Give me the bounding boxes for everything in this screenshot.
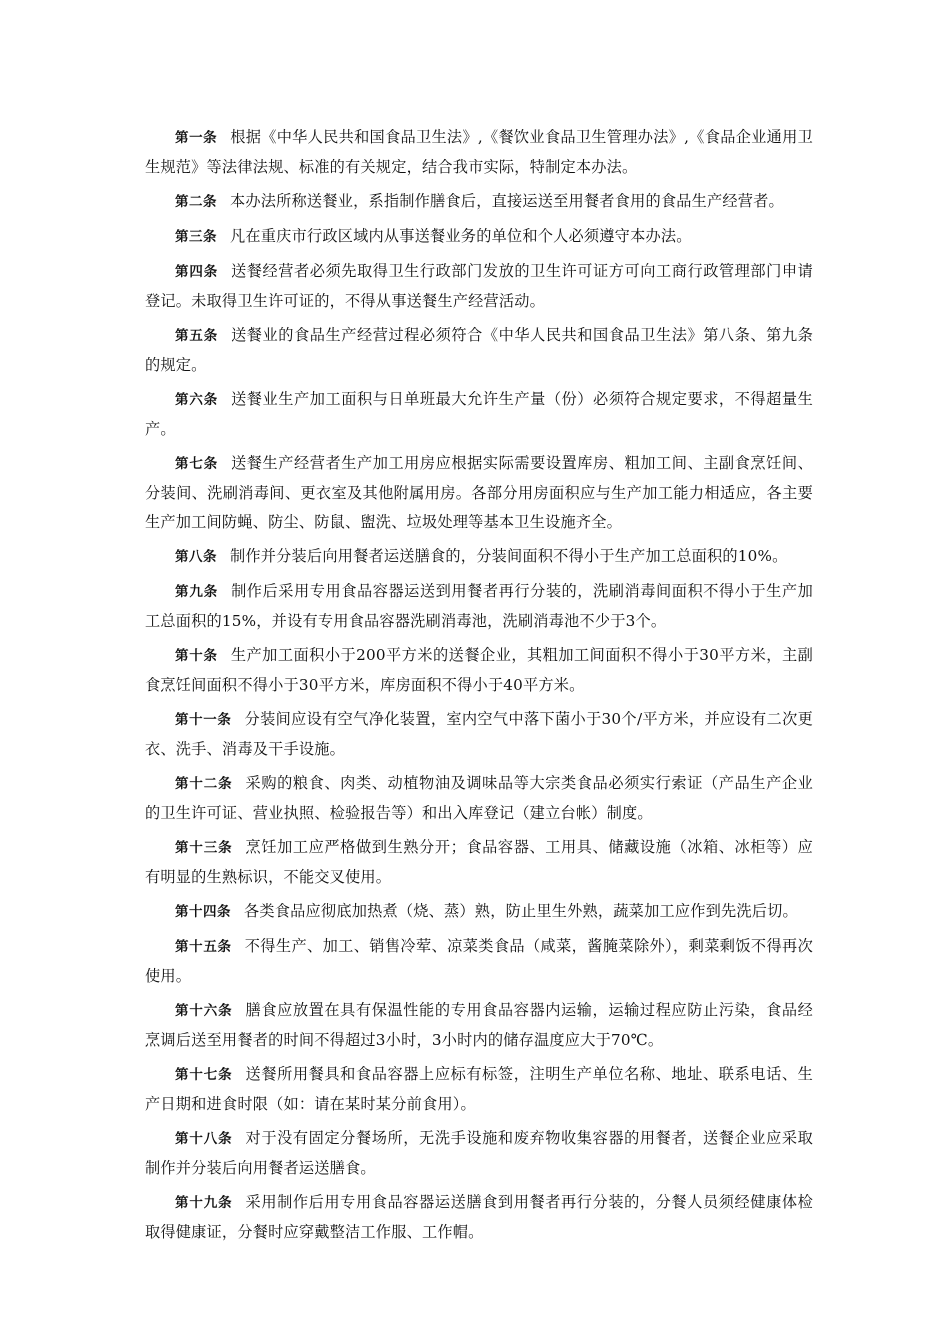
- article-2: [145, 187, 813, 217]
- article-text: 送餐经营者必须先取得卫生行政部门发放的卫生许可证方可向工商行政管理部门申请登记。未取得卫生许可证的，不得从事送餐生产经营活动。: [145, 262, 814, 310]
- article-text: 根据《中华人民共和国食品卫生法》,《餐饮业食品卫生管理办法》,《食品企业通用卫生规范》等法律法规、标准的有关规定，结合我市实际，特制定本办法。: [145, 128, 813, 176]
- article-text: 采用制作后用专用食品容器运送膳食到用餐者再行分装的，分餐人员须经健康体检取得健康证，分餐时应穿戴整洁工作服、工作帽。: [145, 1193, 814, 1241]
- article-label: 第一条: [175, 130, 218, 146]
- article-12: [145, 769, 813, 828]
- article-label: 第十四条: [175, 904, 231, 920]
- document-page: [145, 123, 813, 1252]
- article-text: 对于没有固定分餐场所，无洗手设施和废弃物收集容器的用餐者，送餐企业应采取制作并分装后向用餐者运送膳食。: [145, 1129, 814, 1177]
- article-1: [145, 123, 813, 182]
- article-label: 第十三条: [175, 840, 233, 856]
- article-11: [145, 705, 813, 764]
- article-text: 生产加工面积小于200平方米的送餐企业，其粗加工间面积不得小于30平方米，主副食烹饪间面积不得小于30平方米，库房面积不得小于40平方米。: [145, 646, 814, 694]
- article-text: 采购的粮食、肉类、动植物油及调味品等大宗类食品必须实行索证（产品生产企业的卫生许可证、营业执照、检验报告等）和出入库登记（建立台帐）制度。: [145, 774, 814, 822]
- article-label: 第十六条: [175, 1003, 233, 1019]
- article-18: [145, 1124, 813, 1183]
- article-6: [145, 385, 813, 444]
- article-text: 烹饪加工应严格做到生熟分开；食品容器、工用具、储藏设施（冰箱、冰柜等）应有明显的生熟标识，不能交叉使用。: [145, 838, 814, 886]
- article-10: [145, 641, 813, 700]
- article-label: 第十条: [175, 648, 218, 664]
- article-label: 第十五条: [175, 939, 232, 955]
- article-label: 第九条: [175, 584, 219, 600]
- article-16: [145, 996, 813, 1055]
- article-text: 各类食品应彻底加热煮（烧、蒸）熟，防止里生外熟，蔬菜加工应作到先洗后切。: [244, 902, 798, 920]
- article-7: [145, 449, 813, 537]
- article-label: 第二条: [175, 194, 217, 210]
- article-text: 本办法所称送餐业，系指制作膳食后，直接运送至用餐者食用的食品生产经营者。: [230, 192, 784, 210]
- article-label: 第六条: [175, 392, 219, 408]
- article-text: 送餐所用餐具和食品容器上应标有标签，注明生产单位名称、地址、联系电话、生产日期和进食时限（如：请在某时某分前食用）。: [145, 1065, 814, 1113]
- article-text: 送餐生产经营者生产加工用房应根据实际需要设置库房、粗加工间、主副食烹饪间、分装间、洗刷消毒间、更衣室及其他附属用房。各部分用房面积应与生产加工能力相适应，各主要生产加工间防蝇、防尘、防鼠、盥洗、垃圾处理等基本卫生设施齐全。: [145, 454, 814, 531]
- article-label: 第八条: [175, 549, 217, 565]
- article-text: 不得生产、加工、销售冷荤、凉菜类食品（咸菜，酱腌菜除外），剩菜剩饭不得再次使用。: [145, 937, 813, 985]
- article-text: 制作并分装后向用餐者运送膳食的，分装间面积不得小于生产加工总面积的10%。: [230, 547, 788, 565]
- article-text: 分装间应设有空气净化装置，室内空气中落下菌小于30个/平方米，并应设有二次更衣、洗手、消毒及干手设施。: [145, 710, 814, 758]
- article-label: 第十二条: [175, 776, 233, 792]
- article-9: [145, 577, 813, 636]
- article-label: 第五条: [175, 328, 219, 344]
- article-4: [145, 257, 813, 316]
- article-14: [145, 897, 813, 927]
- article-17: [145, 1060, 813, 1119]
- article-text: 制作后采用专用食品容器运送到用餐者再行分装的，洗刷消毒间面积不得小于生产加工总面积的15%，并设有专用食品容器洗刷消毒池，洗刷消毒池不少于3个。: [145, 582, 814, 630]
- article-label: 第七条: [175, 456, 219, 472]
- article-19: [145, 1188, 813, 1247]
- article-5: [145, 321, 813, 380]
- article-label: 第十八条: [175, 1131, 233, 1147]
- article-15: [145, 932, 813, 991]
- article-label: 第十九条: [175, 1195, 233, 1211]
- article-8: [145, 542, 813, 572]
- article-text: 膳食应放置在具有保温性能的专用食品容器内运输，运输过程应防止污染，食品经烹调后送至用餐者的时间不得超过3小时，3小时内的储存温度应大于70℃。: [145, 1001, 814, 1049]
- article-label: 第四条: [175, 264, 219, 280]
- article-text: 送餐业生产加工面积与日单班最大允许生产量（份）必须符合规定要求，不得超量生产。: [145, 390, 814, 438]
- article-3: [145, 222, 813, 252]
- article-label: 第十七条: [175, 1067, 233, 1083]
- article-13: [145, 833, 813, 892]
- article-text: 凡在重庆市行政区域内从事送餐业务的单位和个人必须遵守本办法。: [230, 227, 692, 245]
- article-label: 第十一条: [175, 712, 232, 728]
- article-label: 第三条: [175, 229, 217, 245]
- article-text: 送餐业的食品生产经营过程必须符合《中华人民共和国食品卫生法》第八条、第九条的规定。: [145, 326, 814, 374]
